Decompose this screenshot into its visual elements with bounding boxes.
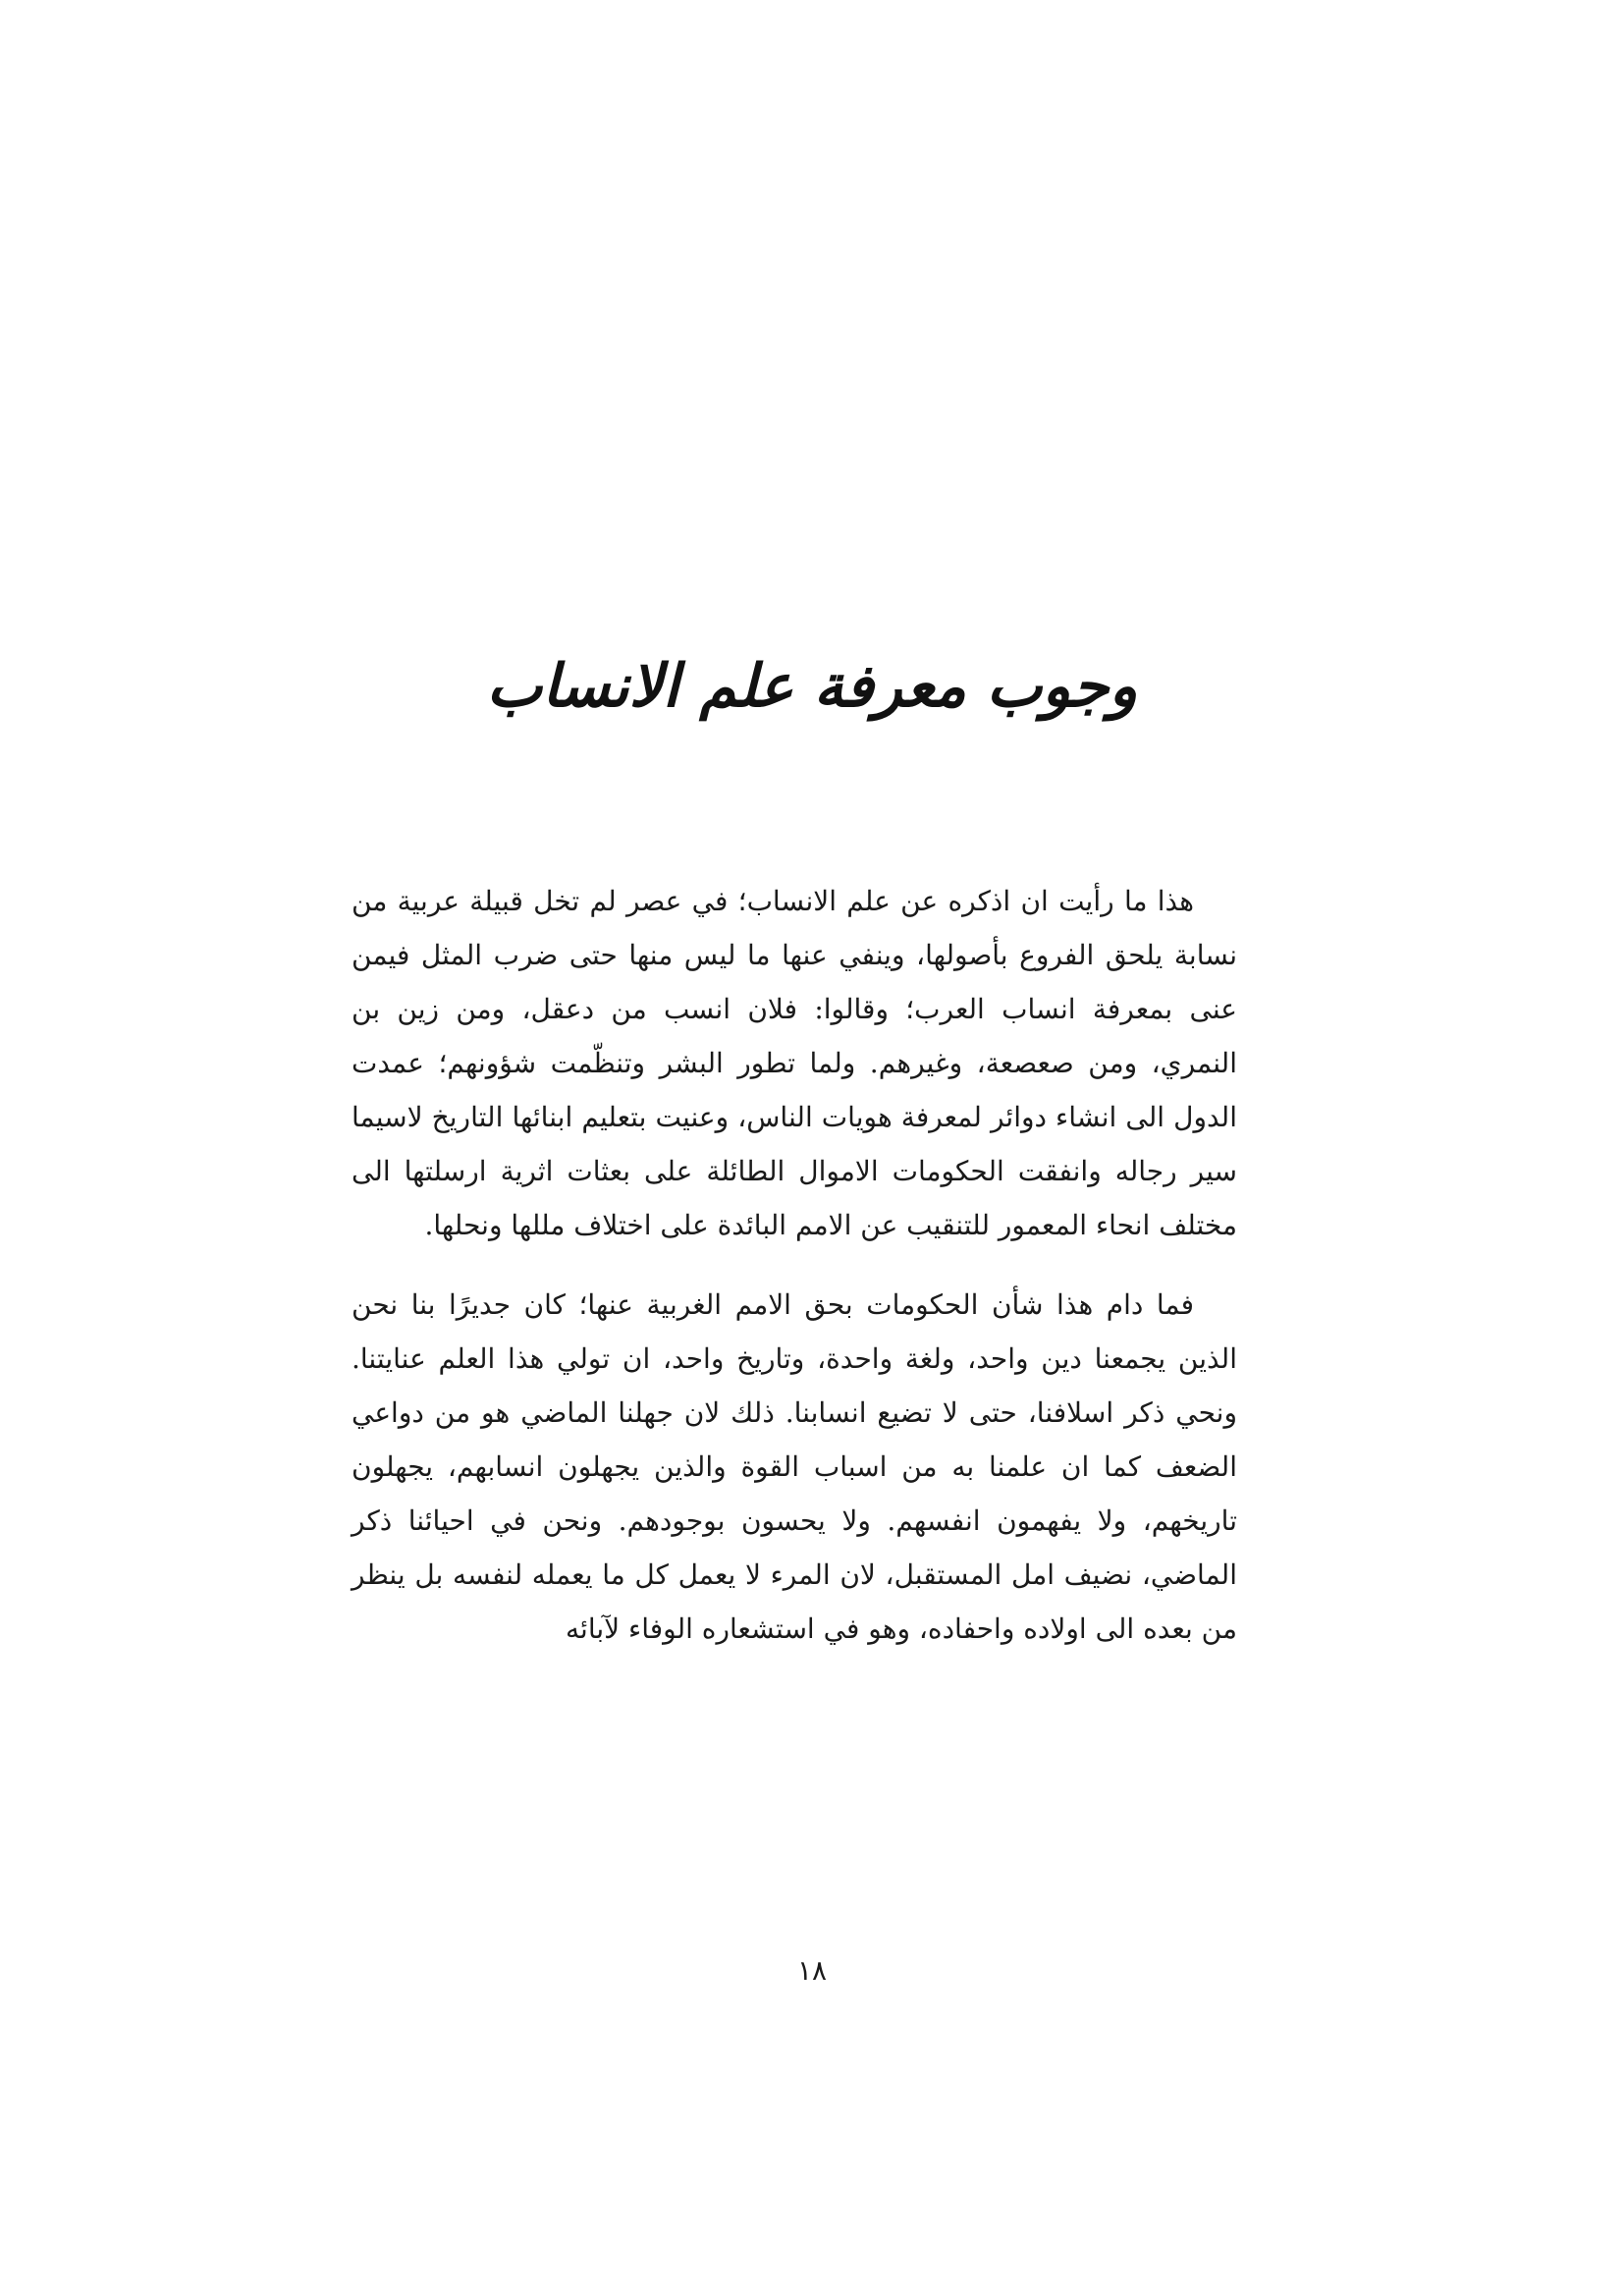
page-number: ١٨ [796,1954,828,1987]
chapter-title: وجوب معرفة علم الانساب [486,652,1138,721]
paragraph-2: فما دام هذا شأن الحكومات بحق الامم الغربية عنها؛ كان جديرًا بنا نحن الذين يجمعنا دين واحد، ولغة واحدة، وتاريخ واحد، ان تولي هذا العلم عنايتنا. ونحي ذكر اسلافنا، حتى لا تضيع انسابنا. ذلك لان جهلنا الماضي هو من دواعي الضعف كما ان علمنا به من اسباب القوة والذين يجهلون انسابهم، يجهلون تاريخهم، ولا يفهمون انفسهم. ولا يحسون بوجودهم. ونحن في احيائنا ذكر الماضي، نضيف امل المستقبل، لان المرء لا يعمل كل ما يعمله لنفسه بل ينظر من بعده الى اولاده واحفاده، وهو في استشعاره الوفاء لآبائه [352,1288,1237,1645]
paragraph-1: هذا ما رأيت ان اذكره عن علم الانساب؛ في عصر لم تخل قبيلة عربية من نسابة يلحق الفروع بأصولها، وينفي عنها ما ليس منها حتى ضرب المثل فيمن عنى بمعرفة انساب العرب؛ وقالوا: فلان انسب من دعقل، ومن زين بن النمري، ومن صعصعة، وغيرهم. ولما تطور البشر وتنظّمت شؤونهم؛ عمدت الدول الى انشاء دوائر لمعرفة هويات الناس، وعنيت بتعليم ابنائها التاريخ لاسيما سير رجاله وانفقت الحكومات الاموال الطائلة على بعثات اثرية ارسلتها الى مختلف انحاء المعمور للتنقيب عن الامم البائدة على اختلاف مللها ونحلها. [352,885,1237,1241]
body-text [352,874,1237,1656]
